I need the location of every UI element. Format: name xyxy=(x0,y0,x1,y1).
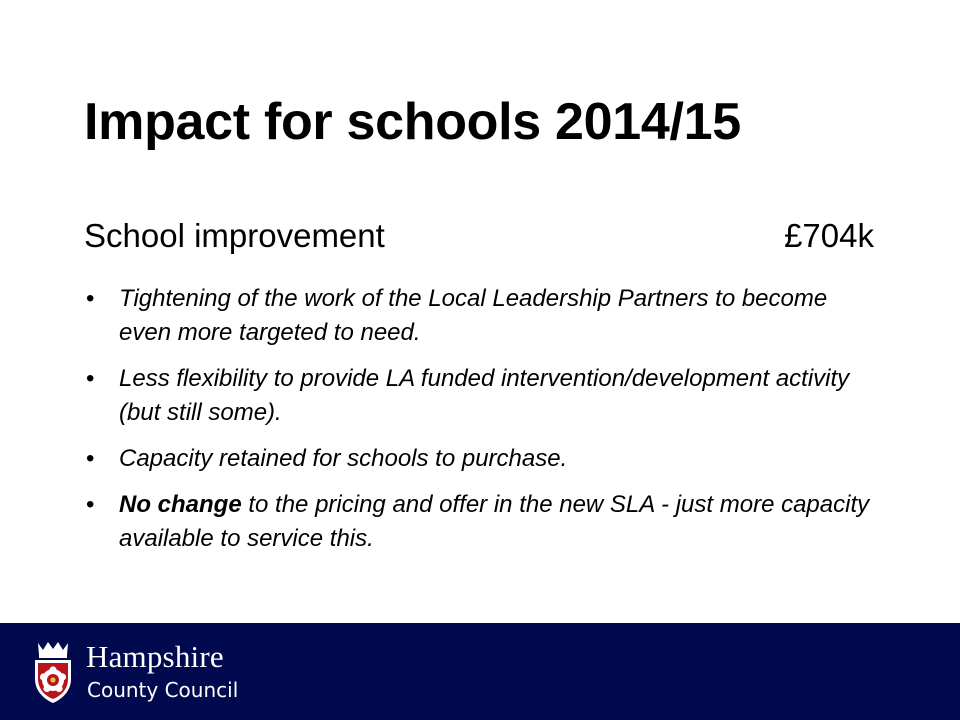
bullet-item xyxy=(84,282,884,350)
brand-subname: County Council xyxy=(87,678,239,702)
slide-title: Impact for schools 2014/15 xyxy=(84,93,741,151)
bullet-icon: • xyxy=(86,365,95,392)
bullet-list xyxy=(84,282,884,568)
bullet-icon: • xyxy=(86,285,95,312)
bullet-item xyxy=(84,488,884,556)
bullet-text: Capacity retained for schools to purchase. xyxy=(119,445,568,472)
section-heading xyxy=(84,219,874,252)
bullet-text: Tightening of the work of the Local Leadership Partners to become even more targeted to need. xyxy=(119,285,828,346)
footer-bar xyxy=(0,623,960,720)
section-amount: £704k xyxy=(784,217,874,254)
bullet-icon: • xyxy=(86,491,95,518)
bullet-item xyxy=(84,442,884,476)
section-label: School improvement xyxy=(84,217,385,254)
bullet-lead: No change xyxy=(119,491,242,518)
bullet-item xyxy=(84,362,884,430)
hampshire-rose-crest-icon xyxy=(32,639,74,705)
bullet-text: Less flexibility to provide LA funded intervention/development activity (but still some). xyxy=(119,365,850,426)
bullet-icon: • xyxy=(86,445,95,472)
bullet-text: to the pricing and offer in the new SLA - just more capacity available to service this. xyxy=(119,491,870,552)
brand-name: Hampshire xyxy=(86,639,224,674)
